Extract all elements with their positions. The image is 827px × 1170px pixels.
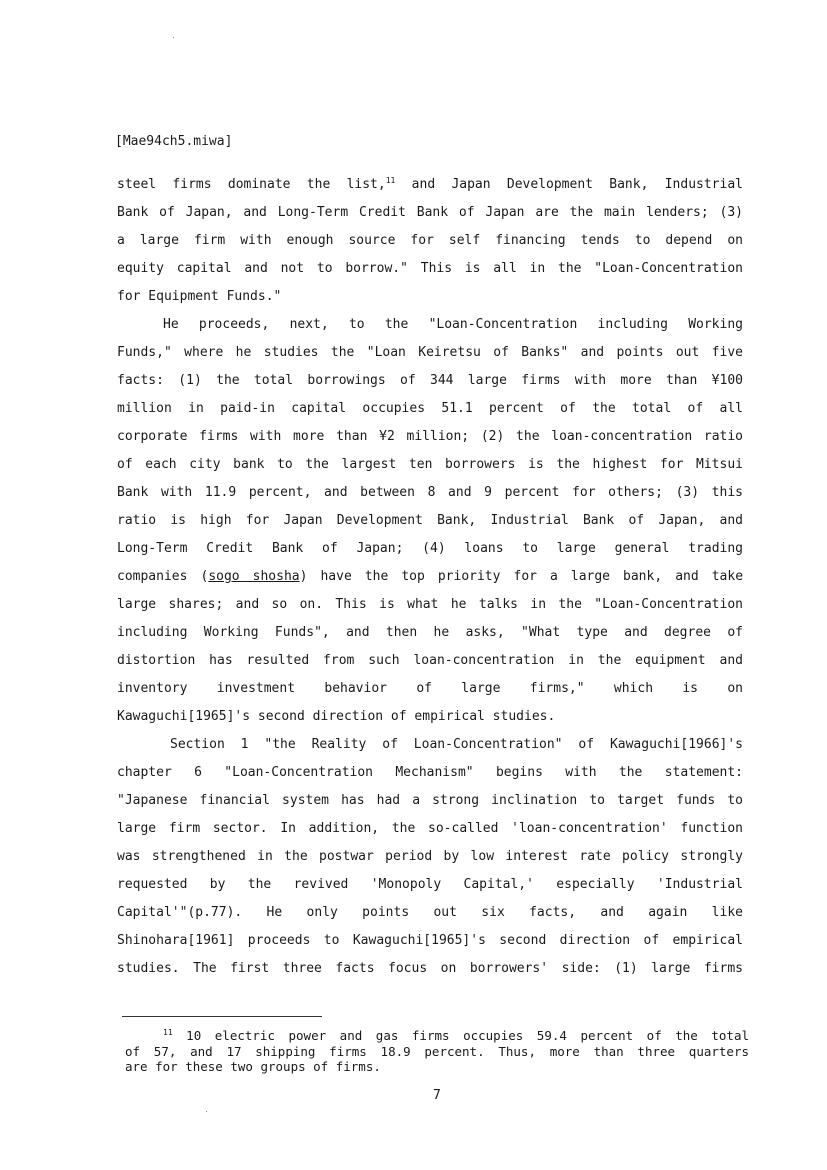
text-line (117, 177, 743, 193)
text-line: chapter 6 "Loan-Concentration Mechanism" begins with the statement: (117, 765, 743, 780)
footnote-rule (122, 1016, 322, 1017)
text-line: facts: (1) the total borrowings of 344 large firms with more than ¥100 (117, 373, 743, 388)
text-line: Shinohara[1961] proceeds to Kawaguchi[1965]'s second direction of empirical (117, 933, 743, 948)
text-span: companies ( (117, 569, 209, 584)
text-line: "Japanese financial system has had a strong inclination to target funds to (117, 793, 743, 808)
footnote-line (163, 1028, 749, 1043)
page-speck (173, 37, 174, 38)
text-span: and Japan Development Bank, Industrial (395, 177, 743, 192)
text-line: a large firm with enough source for self financing tends to depend on (117, 233, 743, 248)
text-line: studies. The first three facts focus on borrowers' side: (1) large firms (117, 961, 743, 976)
text-line: of each city bank to the largest ten borrowers is the highest for Mitsui (117, 457, 743, 472)
text-line: equity capital and not to borrow." This is all in the "Loan-Concentration (117, 261, 743, 276)
text-line: Bank with 11.9 percent, and between 8 and 9 percent for others; (3) this (117, 485, 743, 500)
text-line: ratio is high for Japan Development Bank, Industrial Bank of Japan, and (117, 513, 743, 528)
text-line: Kawaguchi[1965]'s second direction of empirical studies. (117, 709, 556, 724)
text-line: He proceeds, next, to the "Loan-Concentration including Working (163, 317, 743, 332)
text-line: Capital'"(p.77). He only points out six facts, and again like (117, 905, 743, 920)
text-line: including Working Funds", and then he asks, "What type and degree of (117, 625, 743, 640)
text-line: Bank of Japan, and Long-Term Credit Bank of Japan are the main lenders; (3) (117, 205, 743, 220)
text-span: steel firms dominate the list, (117, 177, 386, 192)
term-sogo-shosha: sogo shosha (208, 569, 300, 584)
text-span: 10 electric power and gas firms occupies 59.4 percent of the total (172, 1028, 749, 1043)
text-span: ) have the top priority for a large bank, and take (299, 569, 743, 584)
text-line: requested by the revived 'Monopoly Capital,' especially 'Industrial (117, 877, 743, 892)
page-speck (206, 1111, 207, 1112)
text-line: million in paid-in capital occupies 51.1 percent of the total of all (117, 401, 743, 416)
text-line: large shares; and so on. This is what he talks in the "Loan-Concentration (117, 597, 743, 612)
text-line: was strengthened in the postwar period by low interest rate policy strongly (117, 849, 743, 864)
text-line: Section 1 "the Reality of Loan-Concentration" of Kawaguchi[1966]'s (170, 737, 743, 752)
text-line: distortion has resulted from such loan-concentration in the equipment and (117, 653, 743, 668)
page-number: 7 (433, 1088, 441, 1103)
footnote-line: of 57, and 17 shipping firms 18.9 percent. Thus, more than three quarters (125, 1044, 749, 1059)
footnote-mark: 11 (163, 1028, 173, 1037)
text-line: inventory investment behavior of large firms," which is on (117, 681, 743, 696)
footnote-ref: 11 (385, 177, 396, 185)
text-line: corporate firms with more than ¥2 million; (2) the loan-concentration ratio (117, 429, 743, 444)
footnote-line: are for these two groups of firms. (125, 1059, 381, 1074)
text-line: Long-Term Credit Bank of Japan; (4) loans to large general trading (117, 541, 743, 556)
text-line: large firm sector. In addition, the so-called 'loan-concentration' function (117, 821, 743, 836)
text-line: Funds," where he studies the "Loan Keiretsu of Banks" and points out five (117, 345, 743, 360)
text-line (117, 569, 743, 585)
file-label: [Mae94ch5.miwa] (115, 134, 233, 149)
text-line: for Equipment Funds." (117, 289, 282, 304)
